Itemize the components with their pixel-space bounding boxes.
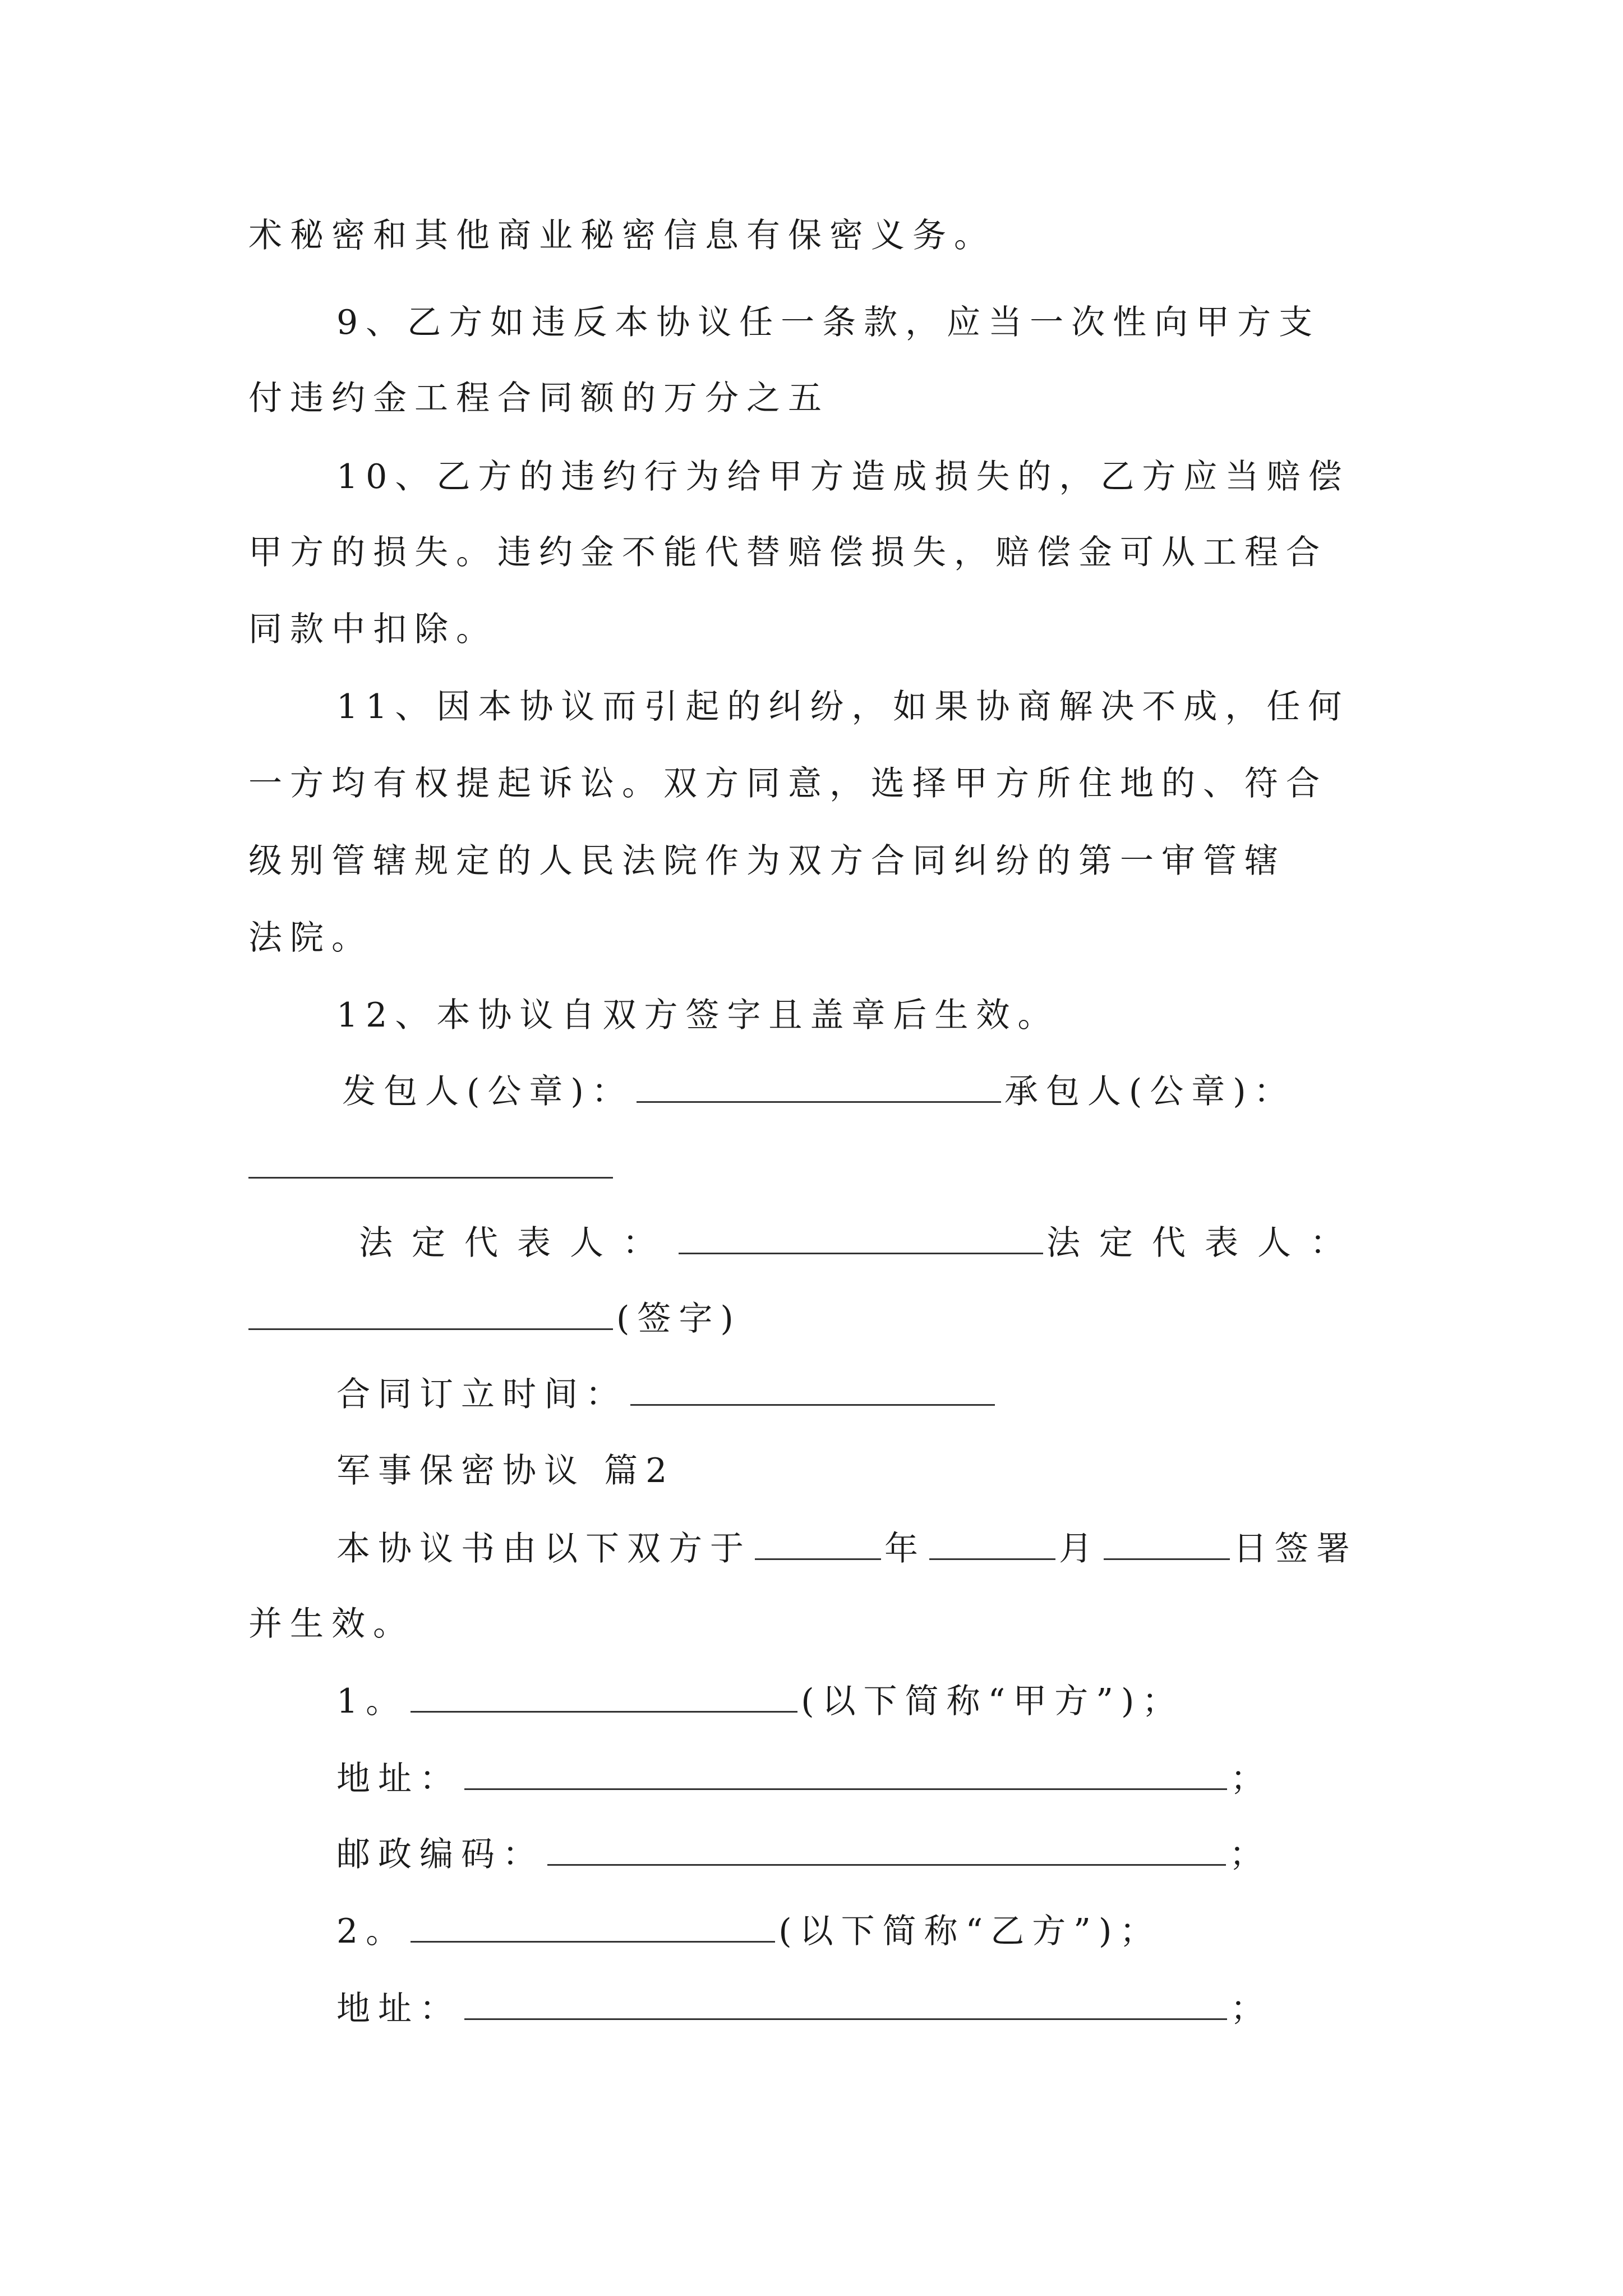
contractor-seal-row bbox=[248, 1144, 616, 1189]
clause-11-line-3: 级别管辖规定的人民法院作为双方合同纠纷的第一审管辖 bbox=[248, 841, 1286, 881]
clause-12-line: 12、本协议自双方签字且盖章后生效。 bbox=[336, 996, 1059, 1035]
postal-code-blank[interactable] bbox=[547, 1832, 1226, 1866]
party-2-address-blank[interactable] bbox=[464, 1986, 1227, 2020]
clause-10-line-3: 同款中扣除。 bbox=[248, 610, 497, 649]
party-2-row bbox=[336, 1908, 1161, 1953]
representative-label-2: 法定代表人： bbox=[1046, 1223, 1363, 1263]
section-2-intro-row bbox=[336, 1526, 1358, 1571]
address-label-2: 地址： bbox=[336, 1989, 461, 2028]
contract-date-label: 合同订立时间： bbox=[336, 1375, 627, 1414]
representative-blank-2[interactable] bbox=[248, 1296, 613, 1330]
month-label: 月 bbox=[1059, 1529, 1100, 1568]
party-1-suffix: (以下简称“甲方”)； bbox=[801, 1682, 1184, 1721]
party-1-address-row bbox=[336, 1756, 1272, 1801]
sign-note: (签字) bbox=[616, 1299, 741, 1338]
contract-date-blank[interactable] bbox=[630, 1372, 995, 1406]
intro-text-a: 本协议书由以下双方于 bbox=[336, 1529, 751, 1568]
contractor-seal-blank[interactable] bbox=[248, 1144, 613, 1179]
party-2-suffix: (以下简称“乙方”)； bbox=[778, 1912, 1161, 1951]
clause-10-line-2: 甲方的损失。违约金不能代替赔偿损失，赔偿金可从工程合 bbox=[248, 533, 1327, 572]
semicolon-3: ； bbox=[1230, 1989, 1272, 2028]
semicolon-2: ； bbox=[1229, 1835, 1271, 1874]
postal-code-label: 邮政编码： bbox=[336, 1835, 544, 1874]
issuer-label: 发包人(公章)： bbox=[342, 1072, 633, 1111]
party-2-address-row bbox=[336, 1986, 1272, 2031]
party-1-postal-row bbox=[336, 1832, 1271, 1876]
clause-11-line-2: 一方均有权提起诉讼。双方同意，选择甲方所住地的、符合 bbox=[248, 764, 1327, 803]
clause-11-line-4: 法院。 bbox=[248, 918, 373, 958]
paragraph-line: 术秘密和其他商业秘密信息有保密义务。 bbox=[248, 216, 995, 255]
representative-label-1: 法定代表人： bbox=[359, 1223, 675, 1263]
section-2-title: 军事保密协议 篇2 bbox=[336, 1451, 675, 1490]
clause-9-line-2: 付违约金工程合同额的万分之五 bbox=[248, 379, 829, 418]
representative-row bbox=[359, 1220, 1363, 1265]
address-label-1: 地址： bbox=[336, 1759, 461, 1798]
year-label: 年 bbox=[884, 1529, 926, 1568]
representative-blank-1[interactable] bbox=[679, 1220, 1043, 1254]
clause-10-line-1: 10、乙方的违约行为给甲方造成损失的，乙方应当赔偿 bbox=[336, 457, 1350, 496]
representative-sign-row bbox=[248, 1296, 741, 1341]
day-blank[interactable] bbox=[1104, 1526, 1230, 1560]
contractor-label: 承包人(公章)： bbox=[1004, 1072, 1295, 1111]
party-2-number: 2。 bbox=[336, 1912, 408, 1951]
clause-11-line-1: 11、因本协议而引起的纠纷，如果协商解决不成，任何 bbox=[336, 687, 1350, 726]
semicolon-1: ； bbox=[1230, 1759, 1272, 1798]
party-1-row bbox=[336, 1678, 1183, 1723]
clause-9-line-1: 9、乙方如违反本协议任一条款，应当一次性向甲方支 bbox=[336, 303, 1321, 342]
month-blank[interactable] bbox=[929, 1526, 1055, 1560]
contract-date-row bbox=[336, 1372, 998, 1416]
party-1-number: 1。 bbox=[336, 1682, 408, 1721]
issuer-seal-blank[interactable] bbox=[637, 1069, 1001, 1103]
party-1-name-blank[interactable] bbox=[411, 1678, 797, 1713]
issuer-seal-row bbox=[342, 1069, 1295, 1114]
party-2-name-blank[interactable] bbox=[411, 1908, 775, 1943]
intro-text-b: 日签署 bbox=[1233, 1529, 1358, 1568]
year-blank[interactable] bbox=[755, 1526, 881, 1560]
party-1-address-blank[interactable] bbox=[464, 1756, 1227, 1790]
section-2-intro-cont: 并生效。 bbox=[248, 1604, 414, 1644]
